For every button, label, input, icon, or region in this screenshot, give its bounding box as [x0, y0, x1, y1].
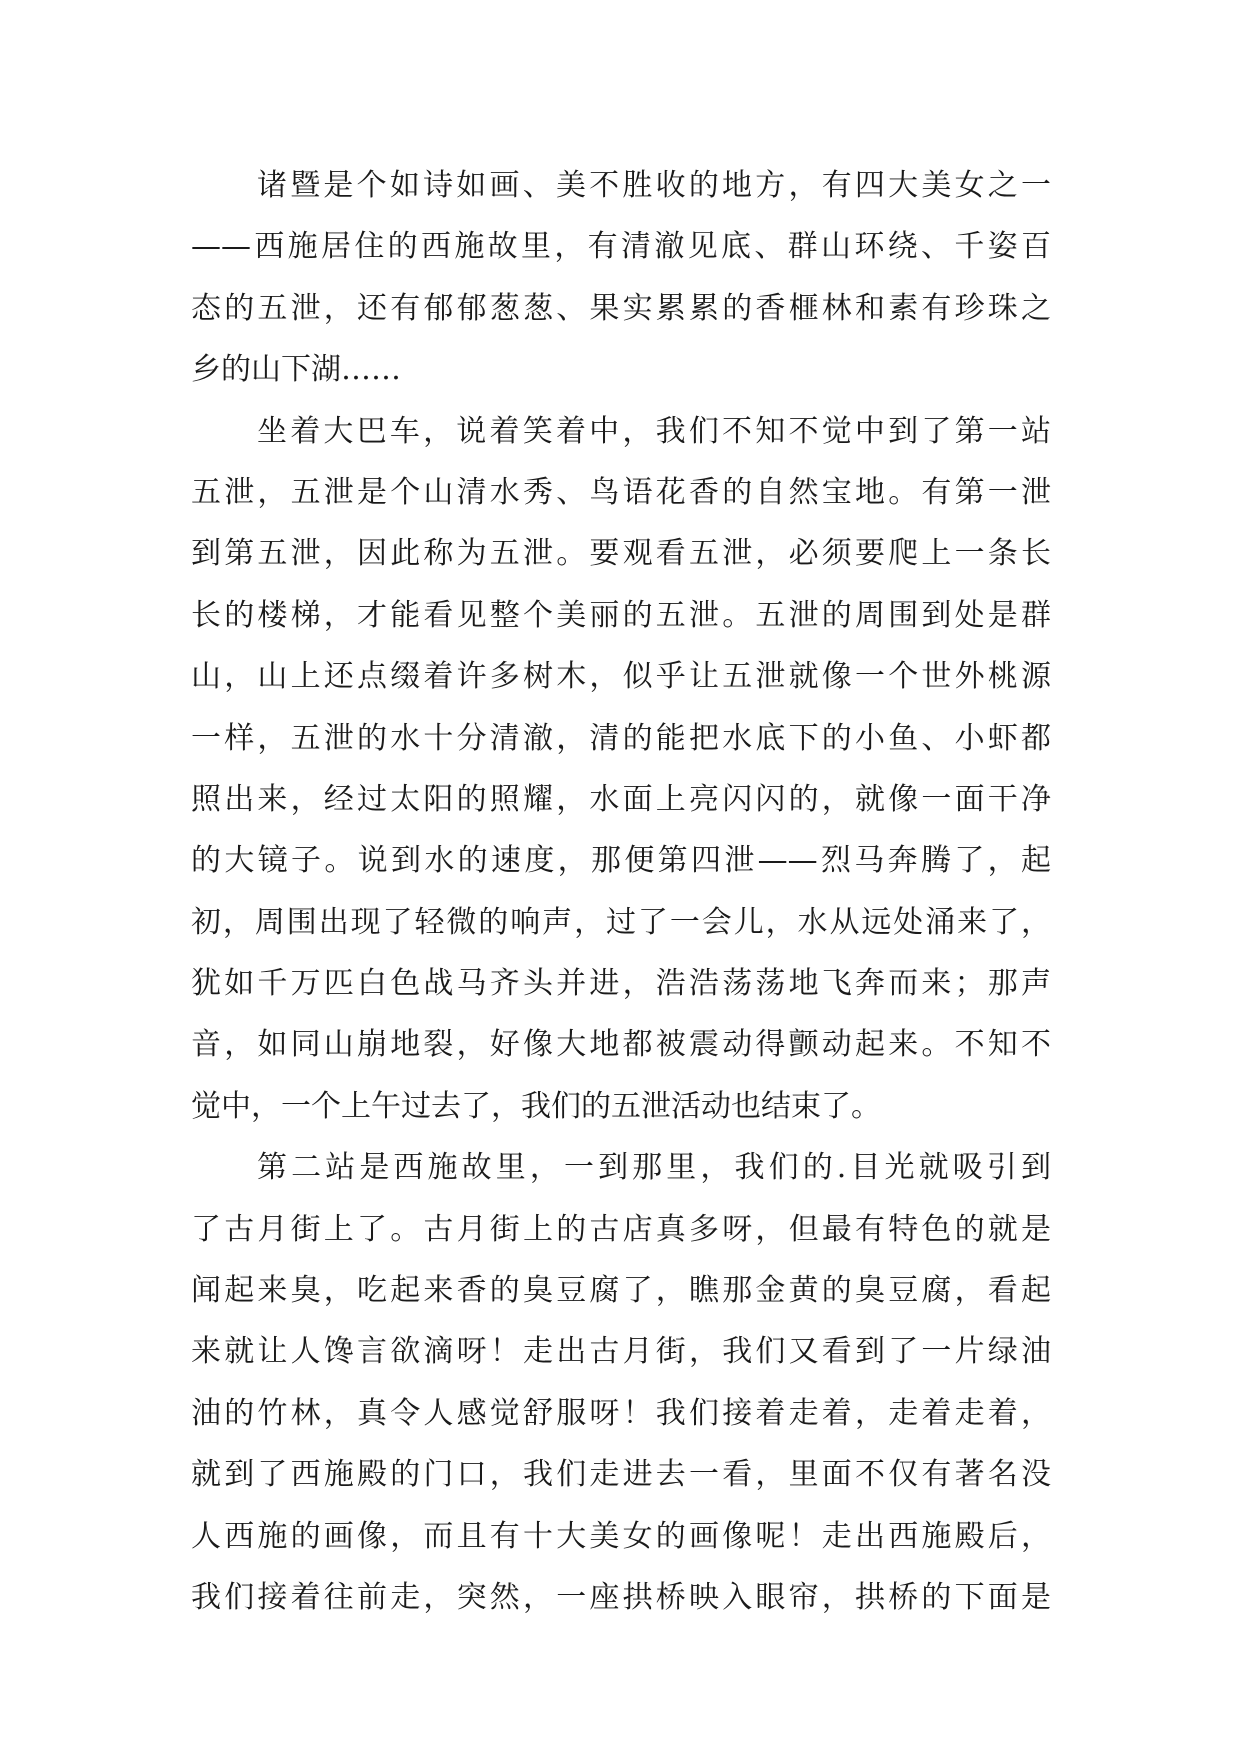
paragraph-2-line-9: 初，周围出现了轻微的响声，过了一会儿，水从远处涌来了，	[191, 904, 1051, 940]
paragraph-3-line-1: 第二站是西施故里，一到那里，我们的.目光就吸引到	[257, 1150, 1051, 1186]
paragraph-2-line-10: 犹如千万匹白色战马齐头并进，浩浩荡荡地飞奔而来；那声	[191, 966, 1051, 1002]
paragraph-2-line-4: 长的楼梯，才能看见整个美丽的五泄。五泄的周围到处是群	[191, 597, 1051, 633]
paragraph-1-line-2: ——西施居住的西施故里，有清澈见底、群山环绕、千姿百	[191, 229, 1051, 265]
paragraph-2-line-12: 觉中，一个上午过去了，我们的五泄活动也结束了。	[191, 1088, 881, 1124]
essay-body	[191, 155, 1051, 1628]
paragraph-3-line-5: 油的竹林，真令人感觉舒服呀！我们接着走着，走着走着，	[191, 1395, 1051, 1431]
paragraph-2-line-5: 山，山上还点缀着许多树木，似乎让五泄就像一个世外桃源	[191, 659, 1051, 695]
paragraph-3-line-8: 我们接着往前走，突然，一座拱桥映入眼帘，拱桥的下面是	[191, 1579, 1051, 1615]
paragraph-2-line-2: 五泄，五泄是个山清水秀、鸟语花香的自然宝地。有第一泄	[191, 474, 1051, 510]
paragraph-3-line-3: 闻起来臭，吃起来香的臭豆腐了，瞧那金黄的臭豆腐，看起	[191, 1273, 1051, 1309]
paragraph-2-line-8: 的大镜子。说到水的速度，那便第四泄——烈马奔腾了，起	[191, 843, 1051, 879]
paragraph-1-line-3: 态的五泄，还有郁郁葱葱、果实累累的香榧林和素有珍珠之	[191, 290, 1051, 326]
paragraph-2-line-7: 照出来，经过太阳的照耀，水面上亮闪闪的，就像一面干净	[191, 781, 1051, 817]
paragraph-2-line-11: 音，如同山崩地裂，好像大地都被震动得颤动起来。不知不	[191, 1027, 1051, 1063]
paragraph-1-line-1: 诸暨是个如诗如画、美不胜收的地方，有四大美女之一	[257, 168, 1051, 203]
paragraph-2-line-3: 到第五泄，因此称为五泄。要观看五泄，必须要爬上一条长	[191, 536, 1051, 572]
paragraph-3-line-6: 就到了西施殿的门口，我们走进去一看，里面不仅有著名没	[191, 1457, 1051, 1493]
paragraph-2-line-1: 坐着大巴车，说着笑着中，我们不知不觉中到了第一站	[257, 413, 1051, 449]
paragraph-1-line-4: 乡的山下湖……	[191, 352, 401, 388]
paragraph-2-line-6: 一样，五泄的水十分清澈，清的能把水底下的小鱼、小虾都	[191, 720, 1051, 756]
paragraph-3-line-7: 人西施的画像，而且有十大美女的画像呢！走出西施殿后，	[191, 1518, 1051, 1554]
paragraph-3-line-2: 了古月街上了。古月街上的古店真多呀，但最有特色的就是	[191, 1211, 1051, 1247]
paragraph-3-line-4: 来就让人馋言欲滴呀！走出古月街，我们又看到了一片绿油	[191, 1334, 1051, 1370]
